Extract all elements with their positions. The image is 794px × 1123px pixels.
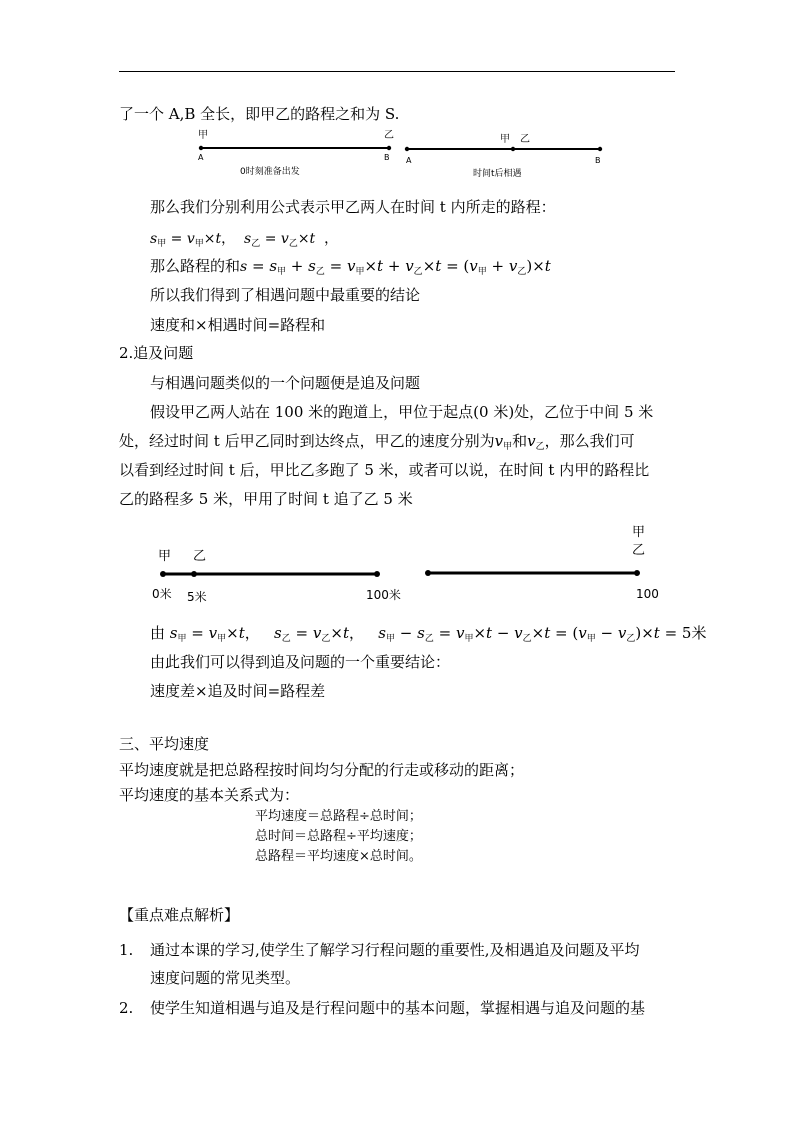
chase-paragraph-line-3: 以看到经过时间 t 后，甲比乙多跑了 5 米，或者可以说，在时间 t 内甲的路程比: [119, 461, 650, 479]
fig1-right-yi: 乙: [520, 134, 530, 145]
fig1-left-point-a: [199, 146, 203, 150]
chase-paragraph-line-2: 处，经过时间 t 后甲乙同时到达终点，甲乙的速度分别为$v_甲$和$v_乙$，那么我们可: [119, 432, 635, 452]
fig1-left-point-b: [387, 146, 391, 150]
formula-intro: 那么我们分别利用公式表示甲乙两人在时间 t 内所走的路程：: [150, 198, 556, 216]
average-definition: 平均速度就是把总路程按时间均匀分配的行走或移动的距离；: [119, 761, 525, 779]
average-formula-1: 平均速度＝总路程÷总时间；: [255, 809, 422, 824]
header-rule: [119, 71, 675, 72]
fig1-left-a: A: [198, 153, 204, 162]
chase-conclusion-intro: 由此我们可以得到追及问题的一个重要结论：: [150, 653, 451, 671]
key-item-1-number: 1.: [119, 941, 134, 959]
fig2-right-start: [425, 570, 431, 576]
fig1-left-jia: 甲: [198, 130, 208, 141]
fig1-right-meet-point: [511, 147, 515, 151]
fig2-point-hundred: [374, 571, 380, 577]
fig2-hundred-label: 100米: [366, 588, 401, 602]
chase-paragraph-line-4: 乙的路程多 5 米，甲用了时间 t 追了乙 5 米: [119, 490, 413, 508]
fig2-jia: 甲: [158, 549, 172, 564]
fig1-right-point-a: [405, 147, 409, 151]
fig2-point-five: [191, 571, 197, 577]
fig1-left-caption: 0时刻准备出发: [240, 167, 300, 177]
fig2-right-end: [634, 570, 640, 576]
meeting-rule: 速度和×相遇时间=路程和: [150, 316, 326, 334]
fig2-zero-label: 0米: [152, 587, 172, 601]
fig1-right-a: A: [406, 156, 412, 165]
key-points-heading: 【重点难点解析】: [119, 906, 240, 924]
key-item-1-line-2: 速度问题的常见类型。: [150, 969, 301, 987]
fig1-left-yi: 乙: [384, 130, 394, 141]
conclusion-intro: 所以我们得到了相遇问题中最重要的结论: [150, 286, 421, 304]
formula-chase: 由 $s_甲 = v_甲\times t$， $s_乙 = v_乙\times t$， $s_甲 - s_乙 = v_甲\times t - v_乙\times t = (v_甲 - v_乙)\times t = 5$米: [150, 624, 707, 644]
formula-sum: 那么路程的和$s = s_甲 + s_乙 = v_甲\times t + v_乙\times t = (v_甲 + v_乙)\times t$: [150, 257, 551, 277]
average-formula-2: 总时间＝总路程÷平均速度；: [255, 829, 422, 844]
fig1-right-jia: 甲: [500, 134, 510, 145]
fig1-left-b: B: [384, 153, 390, 162]
fig1-right-b: B: [595, 156, 601, 165]
chase-diagram: [150, 520, 670, 610]
fig2-right-yi: 乙: [632, 543, 646, 558]
key-item-2-line-1: 使学生知道相遇与追及是行程问题中的基本问题，掌握相遇与追及问题的基: [150, 999, 646, 1017]
fig2-right-hundred-label: 100: [636, 587, 659, 601]
fig2-yi: 乙: [193, 549, 207, 564]
section-average-heading: 三、平均速度: [119, 735, 210, 753]
chase-rule: 速度差×追及时间=路程差: [150, 682, 326, 700]
fig2-five-label: 5米: [187, 590, 207, 604]
section-chase-heading: 2.追及问题: [119, 344, 194, 362]
chase-paragraph-line-1: 假设甲乙两人站在 100 米的跑道上，甲位于起点(0 米)处，乙位于中间 5 米: [150, 403, 654, 421]
chase-intro: 与相遇问题类似的一个问题便是追及问题: [150, 374, 421, 392]
fig2-point-zero: [160, 571, 166, 577]
key-item-2-number: 2.: [119, 999, 134, 1017]
fig1-right-point-b: [598, 147, 602, 151]
formula-distances: $s_甲 = v_甲\times t$， $s_乙 = v_乙\times t$ ，: [150, 231, 339, 249]
average-relation-intro: 平均速度的基本关系式为：: [119, 786, 300, 804]
average-formula-3: 总路程＝平均速度×总时间。: [255, 849, 422, 864]
key-item-1-line-1: 通过本课的学习,使学生了解学习行程问题的重要性,及相遇追及问题及平均: [150, 941, 640, 959]
meeting-diagram: [190, 126, 620, 184]
intro-line: 了一个 A,B 全长，即甲乙的路程之和为 S.: [119, 105, 400, 123]
fig1-right-caption: 时间t后相遇: [473, 169, 522, 179]
fig2-right-jia: 甲: [632, 525, 646, 540]
